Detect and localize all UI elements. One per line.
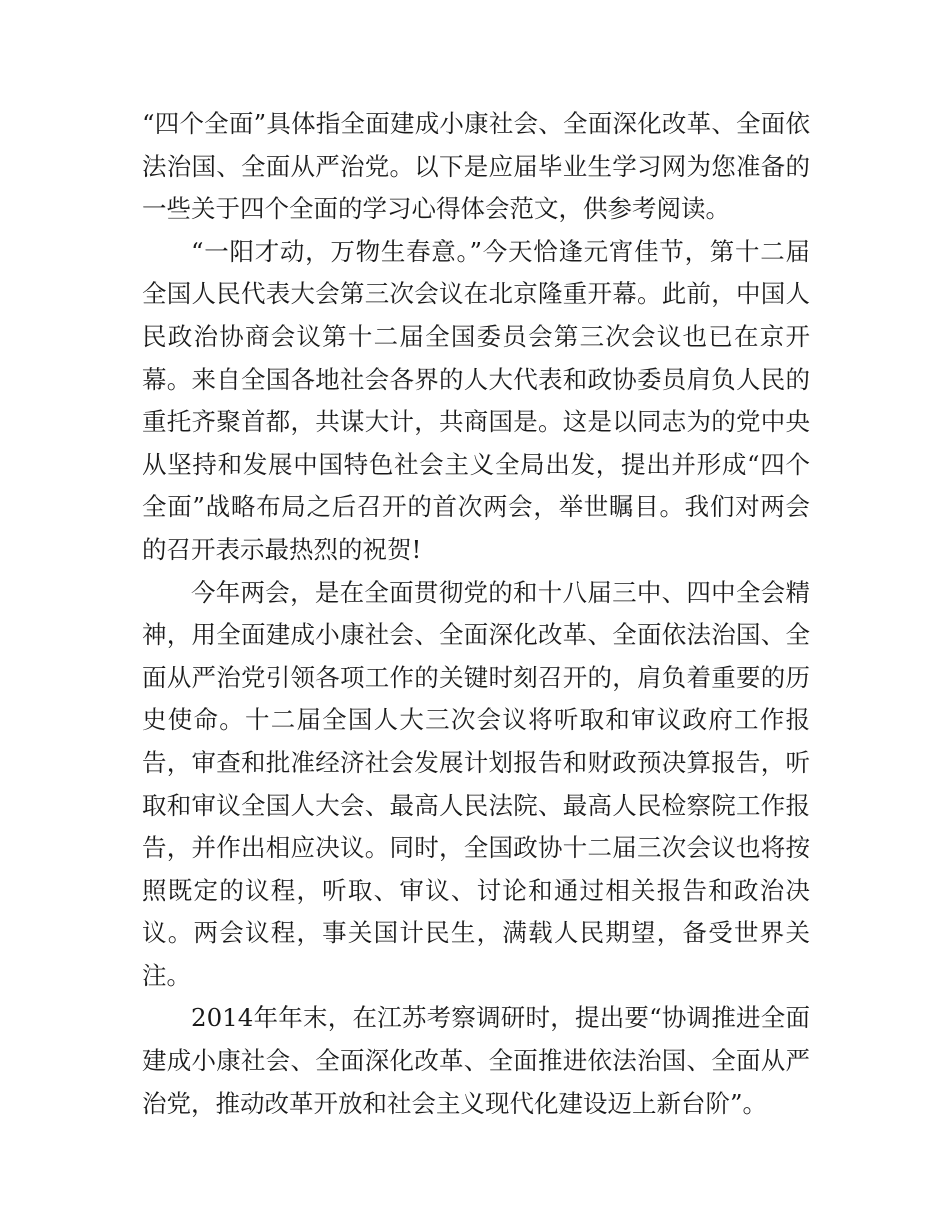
paragraph-intro: “四个全面”具体指全面建成小康社会、全面深化改革、全面依法治国、全面从严治党。以下是应届毕业生学习网为您准备的一些关于四个全面的学习心得体会范文，供参考阅读。	[142, 109, 810, 224]
paragraph-jiangsu-inspection: 2014年年末，在江苏考察调研时，提出要“协调推进全面建成小康社会、全面深化改革、全面推进依法治国、全面从严治党，推动改革开放和社会主义现代化建设迈上新台阶”。	[142, 1003, 810, 1118]
paragraph-two-sessions-mission: 今年两会，是在全面贯彻党的和十八届三中、四中全会精神，用全面建成小康社会、全面深化改革、全面依法治国、全面从严治党引领各项工作的关键时刻召开的，肩负着重要的历史使命。十二届全国人大三次会议将听取和审议政府工作报告，审查和批准经济社会发展计划报告和财政预决算报告，听取和审议全国人大会、最高人民法院、最高人民检察院工作报告，并作出相应决议。同时，全国政协十二届三次会议也将按照既定的议程，听取、审议、讨论和通过相关报告和政治决议。两会议程，事关国计民生，满载人民期望，备受世界关注。	[142, 577, 810, 990]
paragraph-two-sessions-opening: “一阳才动，万物生春意。”今天恰逢元宵佳节，第十二届全国人民代表大会第三次会议在北京隆重开幕。此前，中国人民政治协商会议第十二届全国委员会第三次会议也已在京开幕。来自全国各地社会各界的人大代表和政协委员肩负人民的重托齐聚首都，共谋大计，共商国是。这是以同志为的党中央从坚持和发展中国特色社会主义全局出发，提出并形成“四个全面”战略布局之后召开的首次两会，举世瞩目。我们对两会的召开表示最热烈的祝贺!	[142, 236, 810, 564]
document-page	[142, 103, 810, 1125]
